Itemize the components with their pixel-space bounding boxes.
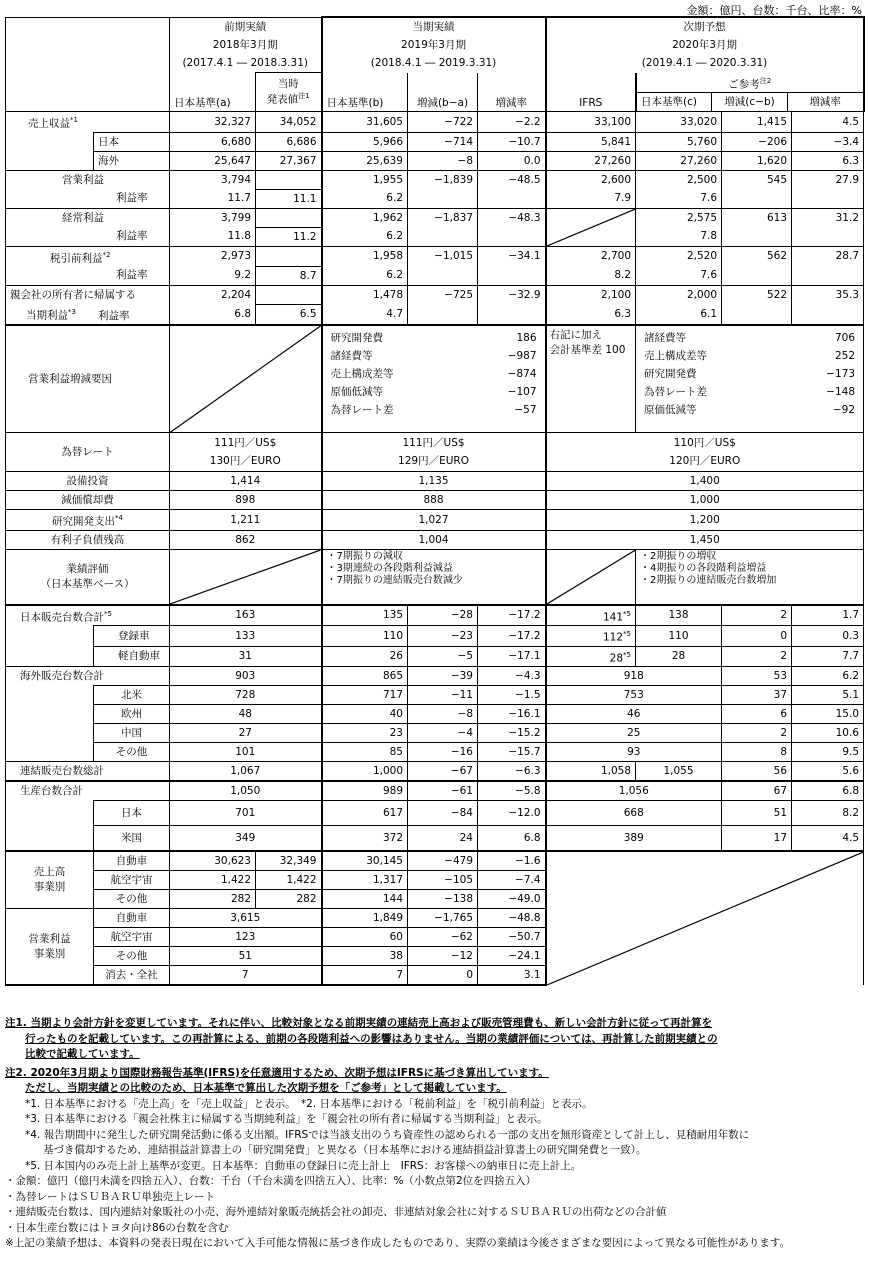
cell: 282 [170, 890, 256, 909]
cell: 27,260 [636, 151, 722, 170]
cell: 865 [322, 667, 408, 686]
cell: 6.2 [322, 227, 408, 246]
cell: 753 [546, 686, 722, 705]
fx-next: 110円／US$ 120円／EURO [546, 433, 864, 472]
cell: 51 [170, 947, 322, 966]
cell: 56 [722, 762, 792, 782]
cell: 2,100 [546, 285, 636, 304]
cell: 8 [722, 743, 792, 762]
cell: −84 [408, 801, 478, 826]
cell: 4.5 [792, 826, 864, 852]
cell: 349 [170, 826, 322, 852]
cell: 37 [722, 686, 792, 705]
bullet-note: ・為替レートはＳＵＢＡＲＵ単独売上レート [5, 1190, 215, 1203]
units-total-label: 連結販売台数総計 [6, 762, 170, 782]
cell: 9.5 [792, 743, 864, 762]
row-label: 軽自動車 [94, 646, 170, 667]
cell: 5,841 [546, 132, 636, 151]
row-label: 日本 [94, 801, 170, 826]
cell: −8 [408, 151, 478, 170]
cell: 2,000 [636, 285, 722, 304]
cell: 918 [546, 667, 722, 686]
cell: −15.7 [478, 743, 546, 762]
cell: 3,794 [170, 170, 256, 189]
cell: 2,520 [636, 246, 722, 266]
cell: −50.7 [478, 928, 546, 947]
cell: −4.3 [478, 667, 546, 686]
cell: 2,575 [636, 208, 722, 227]
cell: 1.7 [792, 605, 864, 626]
cell: 28 [636, 646, 722, 667]
note-1-cont: 行ったものを記載しています。この再計算による、前期の各段階利益への影響はありません。当期の業績評価については、再計算した前期実績との [25, 1032, 718, 1045]
cell: 27,260 [546, 151, 636, 170]
cell: 46 [546, 705, 722, 724]
cell: 6.8 [478, 826, 546, 852]
cell: 1,955 [322, 170, 408, 189]
cell: 7 [322, 966, 408, 986]
cur-title: 当期実績 [322, 17, 546, 36]
cell: 1,415 [722, 112, 792, 133]
cell: 25 [546, 724, 722, 743]
cell: 33,100 [546, 112, 636, 133]
cell: 67 [722, 781, 792, 801]
cell: 989 [322, 781, 408, 801]
note-2-cont: ただし、当期実績との比較のため、日本基準で算出した次期予想を「ご参考」として掲載しています。 [25, 1082, 507, 1094]
row-label: 消去・全社 [94, 966, 170, 986]
row-label: その他 [94, 890, 170, 909]
cell: 10.6 [792, 724, 864, 743]
cell: 6.3 [792, 151, 864, 170]
cell: 11.7 [170, 189, 256, 208]
cell: 3.1 [478, 966, 546, 986]
cell: −2.2 [478, 112, 546, 133]
cell: 5.6 [792, 762, 864, 782]
cell: 4.7 [322, 304, 408, 325]
cell: 1,962 [322, 208, 408, 227]
footnote-4: *4. 報告期間中に発生した研究開発活動に係る支出額。IFRSでは当該支出のうち資産性の認められる一部の支出を無形資産として計上し、見積耐用年数に [25, 1128, 750, 1141]
cell: 1,400 [546, 472, 864, 491]
cell: −3.4 [792, 132, 864, 151]
cell: 2,600 [546, 170, 636, 189]
cell: 30,623 [170, 851, 256, 871]
cell: −32.9 [478, 285, 546, 304]
row-label: 北米 [94, 686, 170, 705]
diagonal-cell [546, 549, 636, 605]
cell: −5 [408, 646, 478, 667]
cell: 30,145 [322, 851, 408, 871]
fx-label: 為替レート [6, 433, 170, 472]
cell: 40 [322, 705, 408, 724]
cell: −12.0 [478, 801, 546, 826]
cell: −5.8 [478, 781, 546, 801]
cell: 2 [722, 724, 792, 743]
cell: 1,027 [322, 510, 546, 531]
cell: 617 [322, 801, 408, 826]
cell: 1,067 [170, 762, 322, 782]
row-label: 自動車 [94, 909, 170, 928]
cell: −67 [408, 762, 478, 782]
cell: 1,200 [546, 510, 864, 531]
cell: 1,055 [636, 762, 722, 782]
factors-label: 営業利益増減要因 [6, 325, 170, 433]
cur-period: 2019年3月期 [322, 36, 546, 54]
cell: 389 [546, 826, 722, 852]
cell: 101 [170, 743, 322, 762]
next-col-ifrs: IFRS [546, 73, 636, 112]
cell: 3,799 [170, 208, 256, 227]
row-label: 登録車 [94, 626, 170, 647]
row-label: 日本 [94, 132, 170, 151]
note-1-cont: 比較で記載しています。 [25, 1048, 140, 1060]
next-col-diff: 増減(c−b) [712, 93, 787, 112]
footnote-3: *3. 日本基準における「親会社株主に帰属する当期純利益」を「親会社の所有者に帰属する当期利益」と表示。 [25, 1113, 548, 1125]
cell: 5.1 [792, 686, 864, 705]
cell: −24.1 [478, 947, 546, 966]
cell: 1,050 [170, 781, 322, 801]
cell: −1,839 [408, 170, 478, 189]
cell: 1,958 [322, 246, 408, 266]
cell: 862 [170, 530, 322, 549]
seg-op-label: 営業利益 事業別 [6, 909, 94, 986]
cell: 0 [722, 626, 792, 647]
unit-note: 金額：億円、台数：千台、比率：% [686, 4, 862, 17]
cell: 31 [170, 646, 322, 667]
prod-total-label: 生産台数合計 [6, 781, 170, 801]
cell: −1.6 [478, 851, 546, 871]
row-label: 利益率 [6, 227, 170, 246]
eval-label: 業績評価 （日本基準ベース） [6, 549, 170, 605]
cell: −1,015 [408, 246, 478, 266]
cell: 1,414 [170, 472, 322, 491]
row-label: 自動車 [94, 851, 170, 871]
cell: 1,135 [322, 472, 546, 491]
note-1: 注1. 当期より会計方針を変更しています。それに伴い、比較対象となる前期実績の連結売上高および販売管理費も、新しい会計方針に従って再計算を [5, 1017, 713, 1029]
cell: 93 [546, 743, 722, 762]
cell: −48.5 [478, 170, 546, 189]
cell: 1,058 [546, 762, 636, 782]
cell: −12 [408, 947, 478, 966]
cell: 28.7 [792, 246, 864, 266]
cell: 8.7 [256, 266, 322, 285]
cell: −105 [408, 871, 478, 890]
cell: −722 [408, 112, 478, 133]
cell: 17 [722, 826, 792, 852]
cell: −138 [408, 890, 478, 909]
rnd-label: 研究開発支出$^{*4}$ [6, 510, 170, 531]
cell: 903 [170, 667, 322, 686]
cell: 6.8 [170, 304, 256, 325]
row-ord-label: 経常利益 [6, 208, 170, 227]
row-label: 中国 [94, 724, 170, 743]
cell: 24 [408, 826, 478, 852]
cell: 141$^{*5}$ [546, 605, 636, 626]
cell: 27 [170, 724, 322, 743]
row-label: 利益率 [6, 189, 170, 208]
fx-prev: 111円／US$ 130円／EURO [170, 433, 322, 472]
cell: 33,020 [636, 112, 722, 133]
cell: 668 [546, 801, 722, 826]
cell: −17.2 [478, 626, 546, 647]
cell: 0.3 [792, 626, 864, 647]
row-label: その他 [94, 947, 170, 966]
cell: 2,500 [636, 170, 722, 189]
cell: 112$^{*5}$ [546, 626, 636, 647]
cell: 11.2 [256, 227, 322, 246]
cell: 34,052 [256, 112, 322, 133]
cell: 562 [722, 246, 792, 266]
cell: 728 [170, 686, 322, 705]
cell: 15.0 [792, 705, 864, 724]
factors-current: 研究開発費 186 諸経費等 −987 売上構成差等 −874 原価低減等 −107 為替レート差 −57 [322, 325, 546, 433]
cell: 0 [408, 966, 478, 986]
cell: −6.3 [478, 762, 546, 782]
prev-period: 2018年3月期 [170, 36, 322, 54]
cell: −34.1 [478, 246, 546, 266]
cell: −714 [408, 132, 478, 151]
cell: −48.8 [478, 909, 546, 928]
next-col-rate: 増減率 [787, 93, 862, 112]
fx-cur: 111円／US$ 129円／EURO [322, 433, 546, 472]
units-ov-label: 海外販売台数合計 [6, 667, 170, 686]
cell: 7 [170, 966, 322, 986]
cell: −15.2 [478, 724, 546, 743]
bullet-note: ・日本生産台数にはトヨタ向け86の台数を含む [5, 1221, 229, 1234]
next-ref-label: ご参考$^{注2}$ [637, 73, 863, 93]
cell: −48.3 [478, 208, 546, 227]
row-label: 航空宇宙 [94, 928, 170, 947]
cell: 32,349 [256, 851, 322, 871]
cell: 7.7 [792, 646, 864, 667]
cell: −16 [408, 743, 478, 762]
cell: 11.1 [256, 189, 322, 208]
cell: 51 [722, 801, 792, 826]
next-period: 2020年3月期 [546, 36, 864, 54]
cell: −23 [408, 626, 478, 647]
cell: −479 [408, 851, 478, 871]
cell: 1,422 [170, 871, 256, 890]
cell: 6,686 [256, 132, 322, 151]
footnotes [5, 1016, 865, 1252]
cell: 35.3 [792, 285, 864, 304]
prev-title: 前期実績 [170, 17, 322, 36]
cell: −7.4 [478, 871, 546, 890]
cell: 6.8 [792, 781, 864, 801]
cur-col-jp: 日本基準(b) [322, 73, 408, 112]
cell: 0.0 [478, 151, 546, 170]
factors-next: 諸経費等 706 売上構成差等 252 研究開発費 −173 為替レート差 −148 原価低減等 −92 [636, 325, 864, 433]
row-net-label: 親会社の所有者に帰属する [6, 285, 170, 304]
diagonal-cell [546, 208, 636, 246]
row-label: 海外 [94, 151, 170, 170]
cell: 1,317 [322, 871, 408, 890]
cell: 613 [722, 208, 792, 227]
dep-label: 減価償却費 [6, 491, 170, 510]
cell: −17.1 [478, 646, 546, 667]
cell: 25,639 [322, 151, 408, 170]
prev-col-pub: 当時 発表値$^{注1}$ [256, 73, 322, 112]
cell: 26 [322, 646, 408, 667]
factors-ifrs-note: 右記に加え 会計基準差 100 [546, 325, 636, 433]
bullet-note: ・金額：億円（億円未満を四捨五入）、台数：千台（千台未満を四捨五入）、比率：%（小数点第2位を四捨五入） [5, 1175, 537, 1187]
cell: 5,966 [322, 132, 408, 151]
cell: 163 [170, 605, 322, 626]
cell: 85 [322, 743, 408, 762]
seg-sales-label: 売上高 事業別 [6, 851, 94, 909]
next-range: (2019.4.1 ― 2020.3.31) [546, 54, 864, 73]
cell: 1,478 [322, 285, 408, 304]
cell: 48 [170, 705, 322, 724]
cell: 1,211 [170, 510, 322, 531]
cell: −17.2 [478, 605, 546, 626]
cell: 144 [322, 890, 408, 909]
cell: 2 [722, 646, 792, 667]
cell: 6.2 [792, 667, 864, 686]
cell: −725 [408, 285, 478, 304]
cell: 32,327 [170, 112, 256, 133]
row-label: 利益率 [6, 266, 170, 285]
note-2: 注2. 2020年3月期より国際財務報告基準(IFRS)を任意適用するため、次期予想はIFRSに基づき算出しています。 [5, 1066, 549, 1079]
cell: 7.6 [636, 189, 722, 208]
cell: −10.7 [478, 132, 546, 151]
cell: 123 [170, 928, 322, 947]
cell: 28$^{*5}$ [546, 646, 636, 667]
cell: −1.5 [478, 686, 546, 705]
row-pre-label: 税引前利益$^{*2}$ [6, 246, 170, 266]
diagonal-cell [546, 851, 864, 985]
cell: 1,849 [322, 909, 408, 928]
cell: 6 [722, 705, 792, 724]
cell: −206 [722, 132, 792, 151]
cell: 31.2 [792, 208, 864, 227]
row-label: 欧州 [94, 705, 170, 724]
cell: −16.1 [478, 705, 546, 724]
prev-col-jp: 日本基準(a) [170, 73, 256, 112]
diagonal-cell [170, 325, 322, 433]
cell: 1,620 [722, 151, 792, 170]
cell: 372 [322, 826, 408, 852]
cell: 135 [322, 605, 408, 626]
cell: 8.2 [546, 266, 636, 285]
cell: 522 [722, 285, 792, 304]
footnote-1-2: *1. 日本基準における「売上高」を「売上収益」と表示。 *2. 日本基準における「税前利益」を「税引前利益」と表示。 [25, 1097, 593, 1110]
cell: 31,605 [322, 112, 408, 133]
cell: 1,000 [546, 491, 864, 510]
cell: 138 [636, 605, 722, 626]
cell: 545 [722, 170, 792, 189]
cur-col-diff: 増減(b−a) [408, 73, 478, 112]
cell: −11 [408, 686, 478, 705]
next-title: 次期予想 [546, 17, 864, 36]
cell: 7.6 [636, 266, 722, 285]
row-label: その他 [94, 743, 170, 762]
cell: −28 [408, 605, 478, 626]
cell: 1,004 [322, 530, 546, 549]
cell: −49.0 [478, 890, 546, 909]
cell: 717 [322, 686, 408, 705]
cell: −1,837 [408, 208, 478, 227]
cell: 7.9 [546, 189, 636, 208]
cell: 38 [322, 947, 408, 966]
cell: 11.8 [170, 227, 256, 246]
footnote-4-cont: 基づき償却するため、連結損益計算書上の「研究開発費」と異なる（日本基準における連結損益計算書上の研究開発費と一致）。 [43, 1144, 647, 1156]
cell: 282 [256, 890, 322, 909]
eval-next: ・2期振りの増収 ・4期振りの各段階利益増益 ・2期振りの連結販売台数増加 [636, 549, 864, 605]
cell: 2,204 [170, 285, 256, 304]
cell: 4.5 [792, 112, 864, 133]
cell: 6.3 [546, 304, 636, 325]
cell: 2 [722, 605, 792, 626]
diagonal-cell [170, 549, 322, 605]
footnote-5: *5. 日本国内のみ売上計上基準が変更。日本基準：自動車の登録日に売上計上 IFRS：お客様への納車日に売上計上。 [25, 1159, 582, 1172]
capex-label: 設備投資 [6, 472, 170, 491]
cell: 5,760 [636, 132, 722, 151]
cell: −62 [408, 928, 478, 947]
cell: 133 [170, 626, 322, 647]
disclaimer: ※上記の業績予想は、本資料の発表日現在において入手可能な情報に基づき作成したものであり、実際の業績は今後さまざまな要因によって異なる可能性があります。 [5, 1237, 790, 1249]
cell: 898 [170, 491, 322, 510]
cell: 23 [322, 724, 408, 743]
row-op-label: 営業利益 [6, 170, 170, 189]
cell: 888 [322, 491, 546, 510]
prev-range: (2017.4.1 ― 2018.3.31) [170, 54, 322, 73]
results-table: 前期実績 当期実績 次期予想 2018年3月期 2019年3月期 2020年3月期 (2017.4.1 ― 2018.3.31) (2018.4.1 ― 2019.3.31) (2019.4.1 ― 2020.3.31) 日本基準(a) 当時 発表値$^{注1}$ 日本基準(b) 増減(b−a) 増減率 IFRS ご参考$^{注2}$ 日本基準(c) 増減(c−b) 増減率 売上収益$^{*1}$ 32,327 34,052 31,605 −722 −2.2 33,100 33,020 1,415 4.5 日本 6,680 6,686 5,966 −714 −10.7 5,841 5,760 −206 −3.4 海外 25,647 27,367 25,639 −8 0.0 27,260 27,260 1,620 6.3 営業利益 3,794 1,955 −1,839 −48.5 2,600 2,500 545 27.9 利益率 11.7 11.1 6.2 7.9 7.6 経常利益 3,799 1,962 −1,837 −48.3 2,575 613 31.2 利益率 11.8 11.2 6.2 7.8 税引前利益$^{*2}$ 2,973 1,958 −1,015 −34.1 2,700 2,520 562 28.7 利益率 9.2 8.7 6.2 8.2 7.6 親会社の所有者に帰属する 2,204 1,478 −725 −32.9 2,100 2,000 522 35.3 当期利益$^{*3}$ 利益率 6.8 6.5 4.7 6.3 6.1 営業利益増減要因 研究開発費 186 諸経費等 −987 売上構成差等 −874 原価低減等 −107 為替レート差 −57 右記に加え 会計基準差 100 諸経費等 706 売上構成差等 252 研究開発費 −173 為替レート差 −148 原価低減等 −92 為替レート 111円／US$ 130円／EURO 111円／US$ 129円／EURO 110円／US$ 120円／EURO 設備投資 1,414 1,135 1,400 減価償却費 898 888 1,000 研究開発支出$^{*4}$ 1,211 1,027 1,200 有利子負債残高 862 1,004 1,450 業績評価 （日本基準ベース） ・7期振りの減収 ・3期連続の各段階利益減益 ・7期振りの連結販売台数減少 ・2期振りの増収 ・4期振りの各段階利益増益 ・2期振りの連結販売台数増加 日本販売台数合計$^{*5}$ 163 135 −28 −17.2 141$^{*5}$ 138 2 1.7 登録車 133 110 −23 −17.2 112$^{*5}$ 110 0 0.3 軽自動車 31 26 −5 −17.1 28$^{*5}$ 28 2 7.7 海外販売台数合計 903 865 −39 −4.3 918 53 6.2 北米 728 717 −11 −1.5 753 37 5.1 欧州 48 40 −8 −16.1 46 6 15.0 中国 27 23 −4 −15.2 25 2 10.6 その他 101 85 −16 −15.7 93 8 9.5 連結販売台数総計 1,067 1,000 −67 −6.3 1,058 1,055 56 5.6 生産台数合計 1,050 989 −61 −5.8 1,056 67 6.8 日本 701 617 −84 −12.0 668 51 8.2 米国 349 372 24 6.8 389 17 4.5 売上高 事業別 自動車 30,623 32,349 30,145 −479 −1.6 航空宇宙 1,422 1,422 1,317 −105 −7.4 その他 282 282 144 −138 −49.0 営業利益 事業別 自動車 3,615 1,849 −1,765 −48.8 航空宇宙 123 60 −62 −50.7 その他 51 38 −12 −24.1 消去・全社 7 7 0 3.1 [5, 16, 865, 986]
cell: 8.2 [792, 801, 864, 826]
cell: 6.1 [636, 304, 722, 325]
cell: 701 [170, 801, 322, 826]
cell: −61 [408, 781, 478, 801]
cell: 1,422 [256, 871, 322, 890]
cell: −8 [408, 705, 478, 724]
row-sales-label: 売上収益$^{*1}$ [6, 112, 170, 133]
cell: 7.8 [636, 227, 722, 246]
cell: 3,615 [170, 909, 322, 928]
row-label: 米国 [94, 826, 170, 852]
cell: 1,450 [546, 530, 864, 549]
cell: 6,680 [170, 132, 256, 151]
cell: 6.2 [322, 266, 408, 285]
cell: 110 [322, 626, 408, 647]
cell: 25,647 [170, 151, 256, 170]
cell: 1,000 [322, 762, 408, 782]
cell: 2,973 [170, 246, 256, 266]
cell: 2,700 [546, 246, 636, 266]
cell: 27,367 [256, 151, 322, 170]
bullet-note: ・連結販売台数は、国内連結対象販社の小売、海外連結対象販売統括会社の卸売、非連結対象会社に対するＳＵＢＡＲＵの出荷などの合計値 [5, 1206, 667, 1218]
cell: 27.9 [792, 170, 864, 189]
cell: −4 [408, 724, 478, 743]
cell: 1,056 [546, 781, 722, 801]
cell: 6.2 [322, 189, 408, 208]
units-jp-label: 日本販売台数合計$^{*5}$ [6, 605, 170, 626]
cell: −39 [408, 667, 478, 686]
next-col-jp: 日本基準(c) [637, 93, 712, 112]
cur-range: (2018.4.1 ― 2019.3.31) [322, 54, 546, 73]
cell: 6.5 [256, 304, 322, 325]
row-label: 航空宇宙 [94, 871, 170, 890]
cell: 53 [722, 667, 792, 686]
cell: 9.2 [170, 266, 256, 285]
cur-col-rate: 増減率 [478, 73, 546, 112]
eval-cur: ・7期振りの減収 ・3期連続の各段階利益減益 ・7期振りの連結販売台数減少 [322, 549, 546, 605]
cell: 60 [322, 928, 408, 947]
cell: −1,765 [408, 909, 478, 928]
cell: 110 [636, 626, 722, 647]
debt-label: 有利子負債残高 [6, 530, 170, 549]
